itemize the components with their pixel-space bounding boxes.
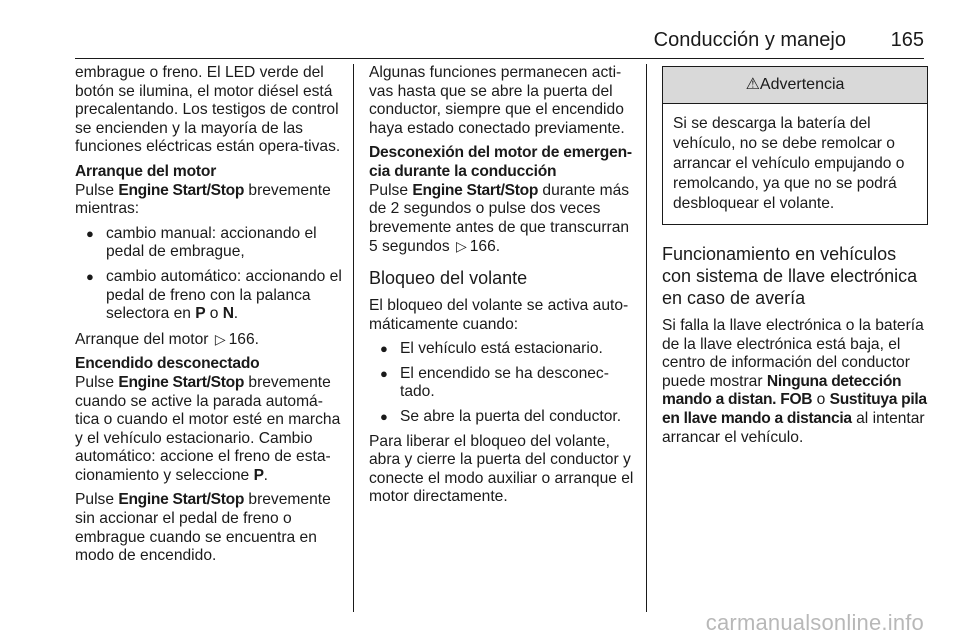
engine-start-stop-label: Engine Start/Stop [118,181,245,199]
warning-title: Advertencia [759,76,845,93]
column-right [662,64,928,453]
release-paragraph: Para liberar el bloqueo del volante, abra y cierre la puerta del conductor y conecte el modo auxiliar o arranque el motor directamente. [369,432,634,506]
subheading-ignition-off: Encendido desconectado [75,355,260,373]
list-item: ● Se abre la puerta del conductor. [369,408,637,427]
column-divider [353,64,354,612]
warning-header [663,67,927,104]
chapter-title: Conducción y manejo [653,29,846,51]
functions-paragraph: Algunas funciones permanecen acti-vas hasta que se abre la puerta del conductor, siempre que el encendido haya estado conectado previamente. [369,64,625,137]
column-divider [646,64,647,612]
start-paragraph: Pulse Engine Start/Stop brevemente mientras: [75,181,331,218]
page-number: 165 [890,29,924,51]
section-heading-key-failure: Funcionamiento en vehículos con sistema de llave electrónica en caso de avería [662,244,918,308]
lock-bullet-list [369,340,637,426]
warning-box [662,66,928,225]
page-header [75,28,924,59]
reference-arrow-icon: ▷ [214,330,226,347]
list-item: ● cambio automático: accionando el pedal de freno con la palanca selectora en P o N. [75,268,345,324]
subheading-start: Arranque del motor [75,162,217,180]
column-left [75,64,345,572]
lock-intro: El bloqueo del volante se activa auto-máticamente cuando: [369,296,629,333]
failure-paragraph: Si falla la llave electrónica o la batería de la llave electrónica está baja, el centro de información del conductor puede mostrar Ninguna detección mando a distan. FOB o Sustituya pila en llave mando a distancia al intentar arrancar el vehículo. [662,317,927,446]
list-item: ● El vehículo está estacionario. [369,340,637,359]
watermark: carmanualsonline.info [705,610,924,635]
reference-arrow-icon: ▷ [455,238,467,255]
subheading-emergency: Desconexión del motor de emergen-cia durante la conducción [369,144,632,180]
manual-paragraph: Pulse Engine Start/Stop brevemente sin accionar el pedal de freno o embrague cuando se encuentra en modo de encendido. [75,491,331,565]
emergency-paragraph: Pulse Engine Start/Stop durante más de 2 segundos o pulse dos veces brevemente antes de que transcurran 5 segundos ▷ 166. [369,181,630,256]
list-item: ● El encendido se ha desconec-tado. [369,365,637,402]
section-heading-steering-lock: Bloqueo del volante [369,267,528,288]
cross-reference: Arranque del motor ▷ 166. [75,330,259,348]
warning-icon: ⚠ [745,76,760,93]
start-bullet-list [75,225,345,324]
intro-paragraph: embrague o freno. El LED verde del botón se ilumina, el motor diésel está precalentando. Los testigos de control se encienden y la mayoría de las funciones eléctricas están opera-tivas. [75,64,341,156]
column-middle [369,64,637,513]
list-item: ● cambio manual: accionando el pedal de embrague, [75,225,345,262]
ignition-off-paragraph: Pulse Engine Start/Stop brevemente cuando se active la parada automá-tica o cuando el motor esté en marcha y el vehículo estacionario. Cambio automático: accione el freno de esta-cionamiento y seleccione P. [75,373,341,484]
warning-text: Si se descarga la batería del vehículo, no se debe remolcar o arrancar el vehículo empujando o remolcando, ya que no se podrá desbloquear el volante. [673,115,905,212]
